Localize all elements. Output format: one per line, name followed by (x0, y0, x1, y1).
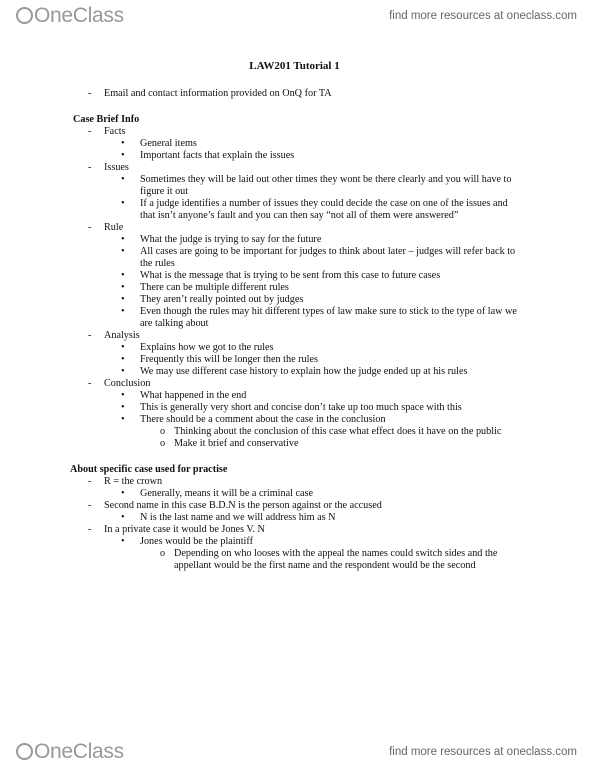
list-item-text: R = the crown (104, 476, 163, 487)
circle-bullet-icon: o (160, 426, 166, 437)
intro-text: Email and contact information provided on OnQ for TA (104, 88, 332, 99)
list-item (0, 294, 595, 306)
bullet-icon: • (121, 198, 125, 209)
list-item-text: There should be a comment about the case in the conclusion (140, 414, 386, 425)
list-item-text: Thinking about the conclusion of this case what effect does it have on the public (174, 426, 502, 437)
list-item (0, 222, 595, 234)
dash-marker: - (88, 88, 92, 99)
list-item-text: There can be multiple different rules (140, 282, 289, 293)
bullet-icon: • (121, 234, 125, 245)
logo-text: OneClass (34, 740, 124, 763)
bullet-icon: • (121, 150, 125, 161)
list-item-text: Issues (104, 162, 129, 173)
document-title: LAW201 Tutorial 1 (249, 60, 340, 72)
dash-marker: - (88, 476, 92, 487)
bullet-icon: • (121, 536, 125, 547)
list-item (0, 246, 595, 270)
list-item (0, 366, 595, 378)
list-item-text: In a private case it would be Jones V. N (104, 524, 265, 535)
bullet-icon: • (121, 306, 125, 317)
bullet-icon: • (121, 354, 125, 365)
list-item-text: Explains how we got to the rules (140, 342, 274, 353)
document-body (0, 60, 595, 572)
list-item-text: Jones would be the plaintiff (140, 536, 253, 547)
list-item (0, 414, 595, 426)
bullet-icon: • (121, 294, 125, 305)
list-item (0, 234, 595, 246)
dash-marker: - (88, 500, 92, 511)
bullet-icon: • (121, 366, 125, 377)
list-item-text: Analysis (104, 330, 140, 341)
list-item (0, 126, 595, 138)
dash-marker: - (88, 162, 92, 173)
logo-text: OneClass (34, 4, 124, 27)
list-item (0, 150, 595, 162)
list-item-text: General items (140, 138, 197, 149)
bullet-icon: • (121, 488, 125, 499)
list-item-text: We may use different case history to explain how the judge ended up at his rules (140, 366, 468, 377)
dash-marker: - (88, 524, 92, 535)
list-item (0, 306, 595, 330)
list-item-text: What is the message that is trying to be sent from this case to future cases (140, 270, 441, 281)
list-item (0, 174, 595, 198)
dash-marker: - (88, 330, 92, 341)
list-item-text: Depending on who looses with the appeal the names could switch sides and the appellant would be the first name and the respondent would be the second (174, 548, 498, 571)
list-item (0, 426, 595, 438)
list-item-text: Make it brief and conservative (174, 438, 299, 449)
list-item (0, 488, 595, 500)
list-item (0, 282, 595, 294)
list-item (0, 342, 595, 354)
dash-marker: - (88, 222, 92, 233)
bullet-icon: • (121, 246, 125, 257)
dash-marker: - (88, 126, 92, 137)
list-item (0, 500, 595, 512)
bullet-icon: • (121, 390, 125, 401)
list-item (0, 548, 595, 572)
list-item-text: Even though the rules may hit different types of law make sure to stick to the type of law we are talking about (140, 306, 517, 329)
list-item (0, 438, 595, 450)
list-item-text: Sometimes they will be laid out other times they wont be there clearly and you will have to figure it out (140, 174, 512, 197)
oneclass-logo[interactable] (16, 740, 124, 764)
list-item (0, 536, 595, 548)
list-item-text: Facts (104, 126, 126, 137)
bullet-icon: • (121, 174, 125, 185)
logo-ring-icon (16, 7, 33, 24)
bullet-icon: • (121, 402, 125, 413)
oneclass-logo[interactable] (16, 4, 124, 28)
list-item (0, 378, 595, 390)
logo-ring-icon (16, 743, 33, 760)
dash-marker: - (88, 378, 92, 389)
list-item-text: This is generally very short and concise don’t take up too much space with this (140, 402, 462, 413)
list-item-text: Frequently this will be longer then the rules (140, 354, 318, 365)
outline (0, 114, 595, 572)
list-item (0, 270, 595, 282)
list-item (0, 138, 595, 150)
header-tagline[interactable]: find more resources at oneclass.com (389, 10, 577, 22)
list-item-text: Conclusion (104, 378, 151, 389)
circle-bullet-icon: o (160, 548, 166, 559)
section-heading: About specific case used for practise (70, 464, 228, 475)
list-item-text: All cases are going to be important for judges to think about later – judges will refer back to the rules (140, 246, 516, 269)
circle-bullet-icon: o (160, 438, 166, 449)
list-item (0, 198, 595, 222)
bullet-icon: • (121, 282, 125, 293)
list-item (0, 512, 595, 524)
list-item-text: What the judge is trying to say for the future (140, 234, 322, 245)
intro-item (0, 88, 595, 100)
list-item-text: Important facts that explain the issues (140, 150, 295, 161)
bullet-icon: • (121, 342, 125, 353)
list-item-text: Rule (104, 222, 124, 233)
list-item (0, 330, 595, 342)
list-item (0, 402, 595, 414)
bullet-icon: • (121, 414, 125, 425)
bullet-icon: • (121, 270, 125, 281)
list-item-text: N is the last name and we will address him as N (140, 512, 336, 523)
page-header (0, 0, 595, 32)
list-item (0, 162, 595, 174)
list-item (0, 354, 595, 366)
list-item-text: What happened in the end (140, 390, 247, 401)
bullet-icon: • (121, 138, 125, 149)
bullet-icon: • (121, 512, 125, 523)
list-item (0, 390, 595, 402)
list-item-text: Generally, means it will be a criminal case (140, 488, 314, 499)
list-item-text: Second name in this case B.D.N is the person against or the accused (104, 500, 382, 511)
footer-tagline[interactable]: find more resources at oneclass.com (389, 746, 577, 758)
page-footer (0, 736, 595, 770)
list-item-text: If a judge identifies a number of issues they could decide the case on one of the issues and that isn’t anyone’s fault and you can then say “not all of them were answered” (140, 198, 508, 221)
section-heading: Case Brief Info (73, 114, 140, 125)
list-item (0, 476, 595, 488)
list-item-text: They aren’t really pointed out by judges (140, 294, 304, 305)
list-item (0, 524, 595, 536)
